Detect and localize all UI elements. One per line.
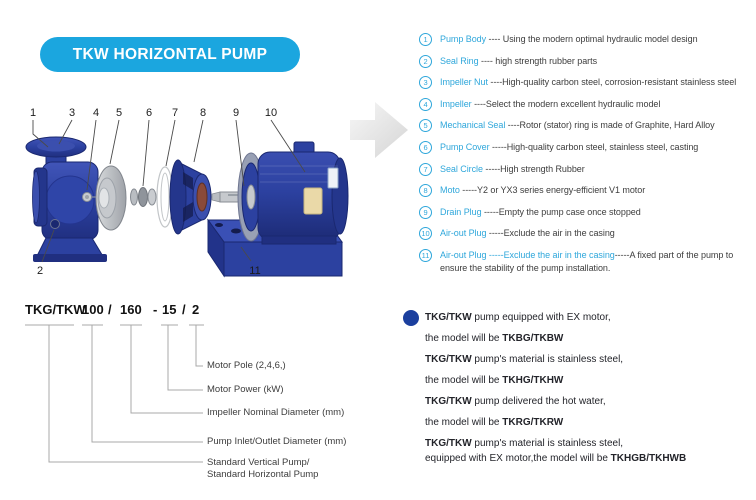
part-name: Pump Body bbox=[440, 34, 487, 44]
note-text: the model will be bbox=[425, 333, 503, 344]
model-notes bbox=[425, 307, 755, 466]
circled-number: 7 bbox=[419, 163, 432, 176]
circled-number: 2 bbox=[419, 55, 432, 68]
part-list-item bbox=[419, 163, 753, 176]
model-legend-standard-line1: Standard Vertical Pump/ bbox=[207, 457, 310, 468]
part-number-label: 11 bbox=[249, 265, 261, 277]
part-name: Impeller Nut bbox=[440, 77, 488, 88]
circled-number: 8 bbox=[419, 184, 432, 197]
note-text: pump delivered the hot water, bbox=[471, 396, 606, 407]
part-number-label: 4 bbox=[92, 107, 100, 119]
part-name: Impeller bbox=[440, 98, 472, 109]
circled-number: 6 bbox=[419, 141, 432, 154]
part-list-item bbox=[419, 184, 753, 197]
model-legend-impeller-diameter: Impeller Nominal Diameter (mm) bbox=[207, 407, 345, 418]
part-desc: ---- high strength rubber parts bbox=[478, 55, 598, 66]
part-list-item bbox=[419, 55, 753, 68]
model-legend-motor-power: Motor Power (kW) bbox=[207, 384, 284, 395]
model-breakdown-lines bbox=[0, 300, 220, 490]
motor-nameplate bbox=[304, 188, 322, 214]
part-list-item bbox=[419, 76, 753, 89]
part-desc: ----High-quality carbon steel, corrosion-resistant stainless steel bbox=[487, 77, 737, 88]
note-model: TKHG/TKHW bbox=[502, 375, 564, 386]
part-name: Air-out Plug bbox=[440, 249, 487, 260]
pump-exploded-diagram bbox=[8, 90, 360, 290]
note-text: pump equipped with EX motor, bbox=[471, 312, 611, 323]
note-brand: TKG/TKW bbox=[425, 312, 472, 323]
part-list-item bbox=[419, 141, 753, 154]
note-model: TKBG/TKBW bbox=[502, 333, 564, 344]
motor-sticker bbox=[328, 168, 338, 188]
parts-list bbox=[419, 33, 753, 284]
part-desc-blue: -----Exclude the air in the casing bbox=[486, 249, 615, 260]
bullet-icon bbox=[403, 310, 419, 326]
part-number-label: 6 bbox=[145, 107, 153, 119]
part-desc: ----Rotor (stator) ring is made of Graphite, Hard Alloy bbox=[505, 120, 715, 131]
part-name: Pump Cover bbox=[440, 141, 490, 152]
part-name: Seal Ring bbox=[440, 55, 479, 66]
circled-number: 4 bbox=[419, 98, 432, 111]
impeller bbox=[96, 166, 126, 230]
part-number-label: 1 bbox=[29, 107, 37, 119]
part-desc: ----Select the modern excellent hydraulic model bbox=[471, 98, 661, 109]
part-name: Moto bbox=[440, 185, 460, 196]
note-brand: TKG/TKW bbox=[425, 396, 472, 407]
part-list-item bbox=[419, 249, 753, 275]
model-sep: / bbox=[182, 302, 186, 317]
part-number-label: 7 bbox=[171, 107, 179, 119]
part-name: Air-out Plug bbox=[440, 228, 487, 239]
note-item bbox=[425, 349, 755, 391]
model-legend-standard-line2: Standard Horizontal Pump bbox=[207, 468, 319, 480]
part-list-item bbox=[419, 227, 753, 240]
part-number-label: 3 bbox=[68, 107, 76, 119]
part-desc: -----Empty the pump case once stopped bbox=[481, 206, 641, 217]
note-text: the model will be bbox=[425, 417, 503, 428]
note-brand: TKG/TKW bbox=[425, 438, 472, 449]
part-desc: -----A fixed part of the pump to ensure the stability of the pump installation. bbox=[440, 249, 734, 273]
part-list-item bbox=[419, 98, 753, 111]
note-model: TKHGB/TKHWB bbox=[610, 453, 687, 464]
part-number-label: 2 bbox=[36, 265, 44, 277]
circled-number: 10 bbox=[419, 227, 432, 240]
model-inlet: 100 bbox=[82, 302, 104, 317]
model-power: 15 bbox=[162, 302, 177, 317]
note-text: equipped with EX motor,the model will be bbox=[425, 453, 611, 464]
title-banner bbox=[40, 37, 300, 72]
note-model: TKRG/TKRW bbox=[502, 417, 564, 428]
circled-number: 9 bbox=[419, 206, 432, 219]
note-text: pump's material is stainless steel, bbox=[471, 354, 624, 365]
part-number-label: 8 bbox=[199, 107, 207, 119]
part-list-item bbox=[419, 33, 753, 46]
pump-body bbox=[26, 137, 107, 262]
model-legend-motor-pole: Motor Pole (2,4,6,) bbox=[207, 360, 286, 371]
part-desc: -----Y2 or YX3 series energy-efficient V1 motor bbox=[459, 185, 646, 196]
model-legend-standard-pump bbox=[207, 457, 318, 480]
part-desc: -----High-quality carbon steel, stainless steel, casting bbox=[489, 141, 699, 152]
part-desc: ---- Using the modern optimal hydraulic model design bbox=[486, 34, 698, 44]
part-name: Drain Plug bbox=[440, 206, 482, 217]
flow-arrow-icon bbox=[350, 96, 414, 164]
part-name: Mechanical Seal bbox=[440, 120, 506, 131]
part-desc: -----Exclude the air in the casing bbox=[486, 228, 615, 239]
part-desc: -----High strength Rubber bbox=[482, 163, 585, 174]
part-list-item bbox=[419, 206, 753, 219]
circled-number: 1 bbox=[419, 33, 432, 46]
motor bbox=[238, 142, 348, 244]
note-text: pump's material is stainless steel, bbox=[471, 438, 624, 449]
note-item bbox=[425, 391, 755, 433]
note-brand: TKG/TKW bbox=[425, 354, 472, 365]
drain-plug bbox=[51, 220, 60, 229]
circled-number: 11 bbox=[419, 249, 432, 262]
model-pole: 2 bbox=[192, 302, 200, 317]
part-list-item bbox=[419, 119, 753, 132]
model-legend-inlet-outlet: Pump Inlet/Outlet Diameter (mm) bbox=[207, 436, 347, 447]
pump-cover bbox=[170, 160, 211, 234]
model-brand: TKG/TKW bbox=[25, 302, 86, 317]
page-title: TKW HORIZONTAL PUMP bbox=[72, 45, 268, 63]
note-text: the model will be bbox=[425, 375, 503, 386]
mechanical-seal bbox=[131, 188, 157, 207]
part-number-label: 10 bbox=[264, 107, 278, 119]
note-item bbox=[425, 307, 755, 349]
part-name: Seal Circle bbox=[440, 163, 483, 174]
circled-number: 3 bbox=[419, 76, 432, 89]
model-sep: - bbox=[153, 302, 158, 317]
part-number-label: 5 bbox=[115, 107, 123, 119]
model-impeller: 160 bbox=[120, 302, 142, 317]
circled-number: 5 bbox=[419, 119, 432, 132]
part-number-label: 9 bbox=[232, 107, 240, 119]
note-item bbox=[425, 433, 755, 466]
model-sep: / bbox=[108, 302, 112, 317]
